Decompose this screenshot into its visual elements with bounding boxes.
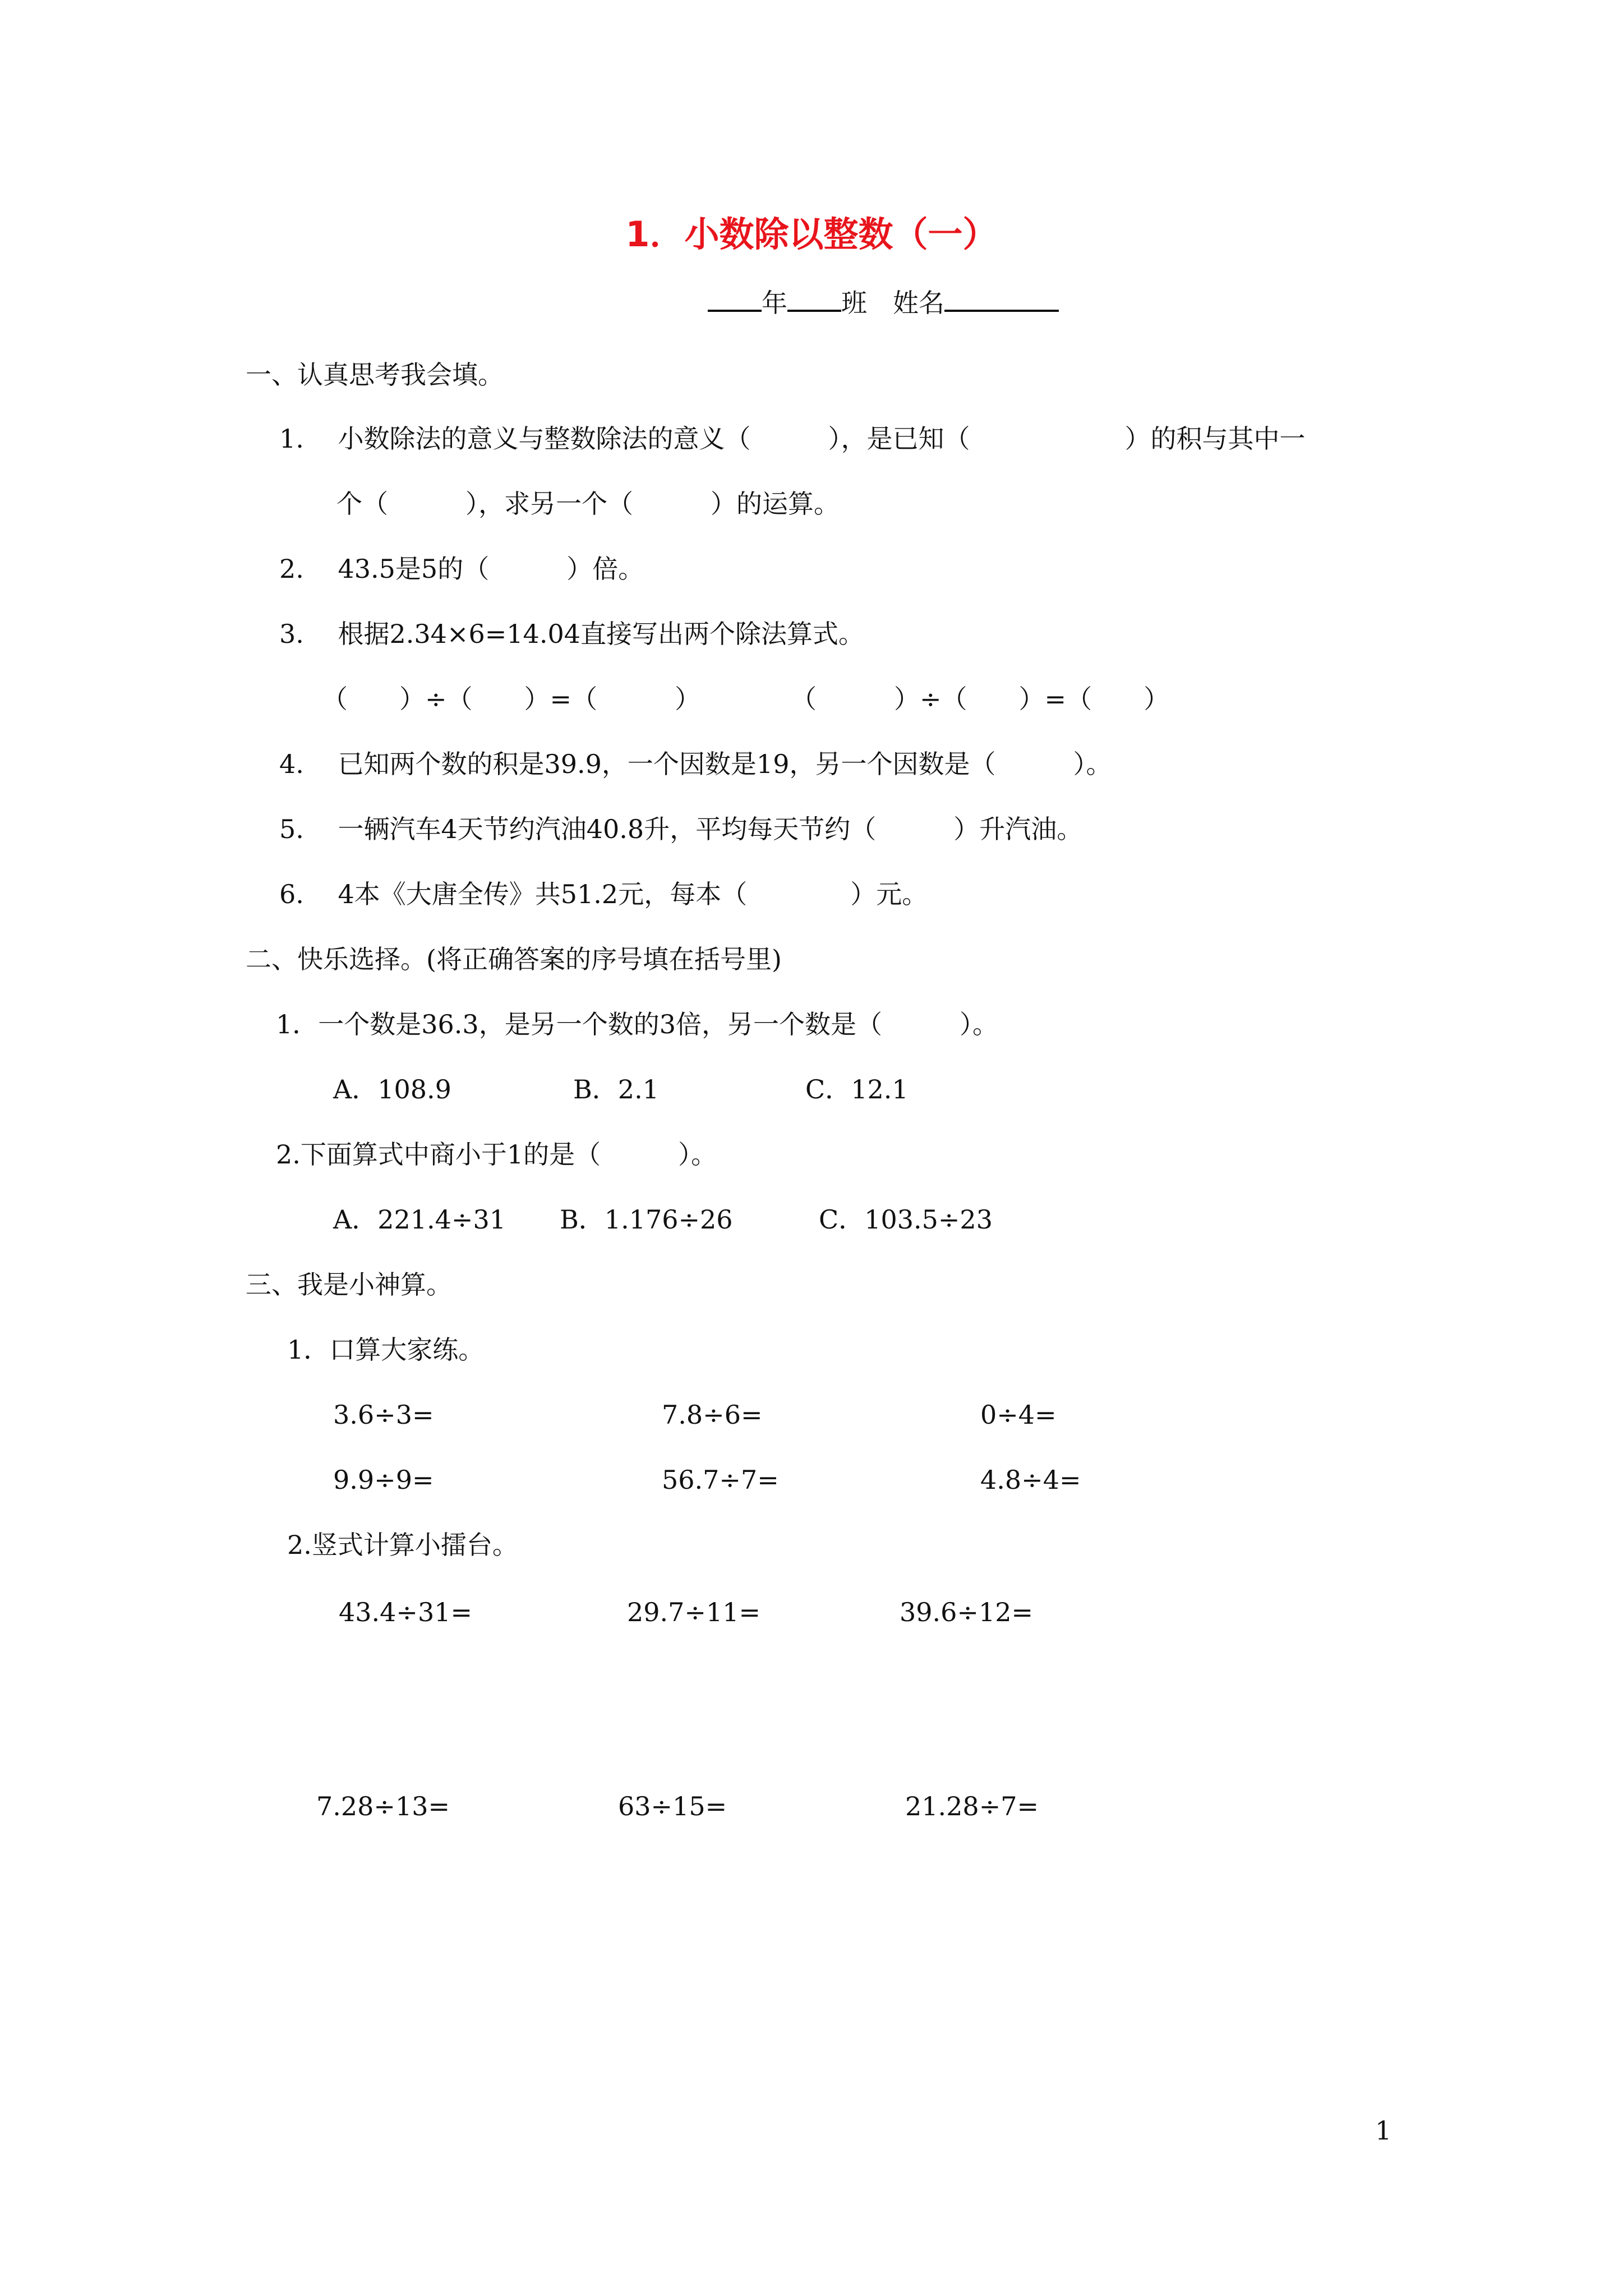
s1-q3: 3. 根据2.34×6=14.04直接写出两个除法算式。 (279, 619, 864, 649)
oral-problem: 56.7÷7= (662, 1465, 779, 1495)
vertical-problem: 39.6÷12= (900, 1597, 1034, 1627)
s1-q1-line2: 个（ ），求另一个（ ）的运算。 (336, 489, 840, 519)
s3-sub2-heading: 2.竖式计算小擂台。 (287, 1530, 518, 1560)
grade-blank[interactable] (708, 285, 762, 312)
s2-q1-option-a: A．108.9 (333, 1074, 451, 1105)
oral-problem: 0÷4= (980, 1400, 1057, 1430)
vertical-problem: 21.28÷7= (905, 1791, 1039, 1821)
page-number: 1 (1375, 2115, 1392, 2146)
vertical-problem: 7.28÷13= (316, 1791, 450, 1821)
section1-heading: 一、认真思考我会填。 (246, 360, 504, 390)
oral-problem: 3.6÷3= (333, 1400, 434, 1430)
s2-q1-option-b: B．2.1 (573, 1074, 659, 1105)
vertical-problem: 63÷15= (618, 1791, 727, 1821)
s2-q1: 1．一个数是36.3，是另一个数的3倍，另一个数是（ ）。 (276, 1009, 998, 1039)
oral-problem: 4.8÷4= (980, 1465, 1081, 1495)
section2-heading: 二、快乐选择。(将正确答案的序号填在括号里) (246, 944, 782, 974)
oral-problem: 9.9÷9= (333, 1465, 434, 1495)
name-label: 姓名 (893, 288, 944, 318)
class-label: 班 (841, 288, 867, 318)
s2-q2-option-b: B．1.176÷26 (560, 1204, 733, 1235)
s1-q2: 2. 43.5是5的（ ）倍。 (279, 554, 644, 584)
s1-q6: 6. 4本《大唐全传》共51.2元，每本（ ）元。 (279, 879, 928, 909)
vertical-problem: 29.7÷11= (627, 1597, 761, 1627)
grade-label: 年 (762, 288, 787, 318)
s1-q4: 4. 已知两个数的积是39.9，一个因数是19，另一个因数是（ ）。 (279, 749, 1112, 779)
oral-problem: 7.8÷6= (662, 1400, 763, 1430)
worksheet-title: 1．小数除以整数（一） (625, 214, 998, 255)
s1-q1-line1: 1. 小数除法的意义与整数除法的意义（ ），是已知（ ）的积与其中一 (279, 424, 1306, 454)
vertical-problem: 43.4÷31= (339, 1597, 473, 1627)
section3-heading: 三、我是小神算。 (246, 1269, 452, 1300)
s1-q3-formula-2: （ ）÷（ ）=（ ） (791, 684, 1170, 714)
student-info-line (708, 285, 1059, 320)
s2-q2: 2.下面算式中商小于1的是（ ）。 (276, 1139, 717, 1170)
s1-q5: 5. 一辆汽车4天节约汽油40.8升，平均每天节约（ ）升汽油。 (279, 814, 1083, 844)
s2-q2-option-a: A．221.4÷31 (333, 1204, 506, 1235)
name-blank[interactable] (944, 285, 1059, 312)
class-blank[interactable] (787, 285, 841, 312)
s2-q1-option-c: C．12.1 (805, 1074, 909, 1105)
s1-q3-formula-1: （ ）÷（ ）=（ ） (322, 684, 701, 714)
s2-q2-option-c: C．103.5÷23 (819, 1204, 993, 1235)
s3-sub1-heading: 1．口算大家练。 (287, 1335, 485, 1365)
